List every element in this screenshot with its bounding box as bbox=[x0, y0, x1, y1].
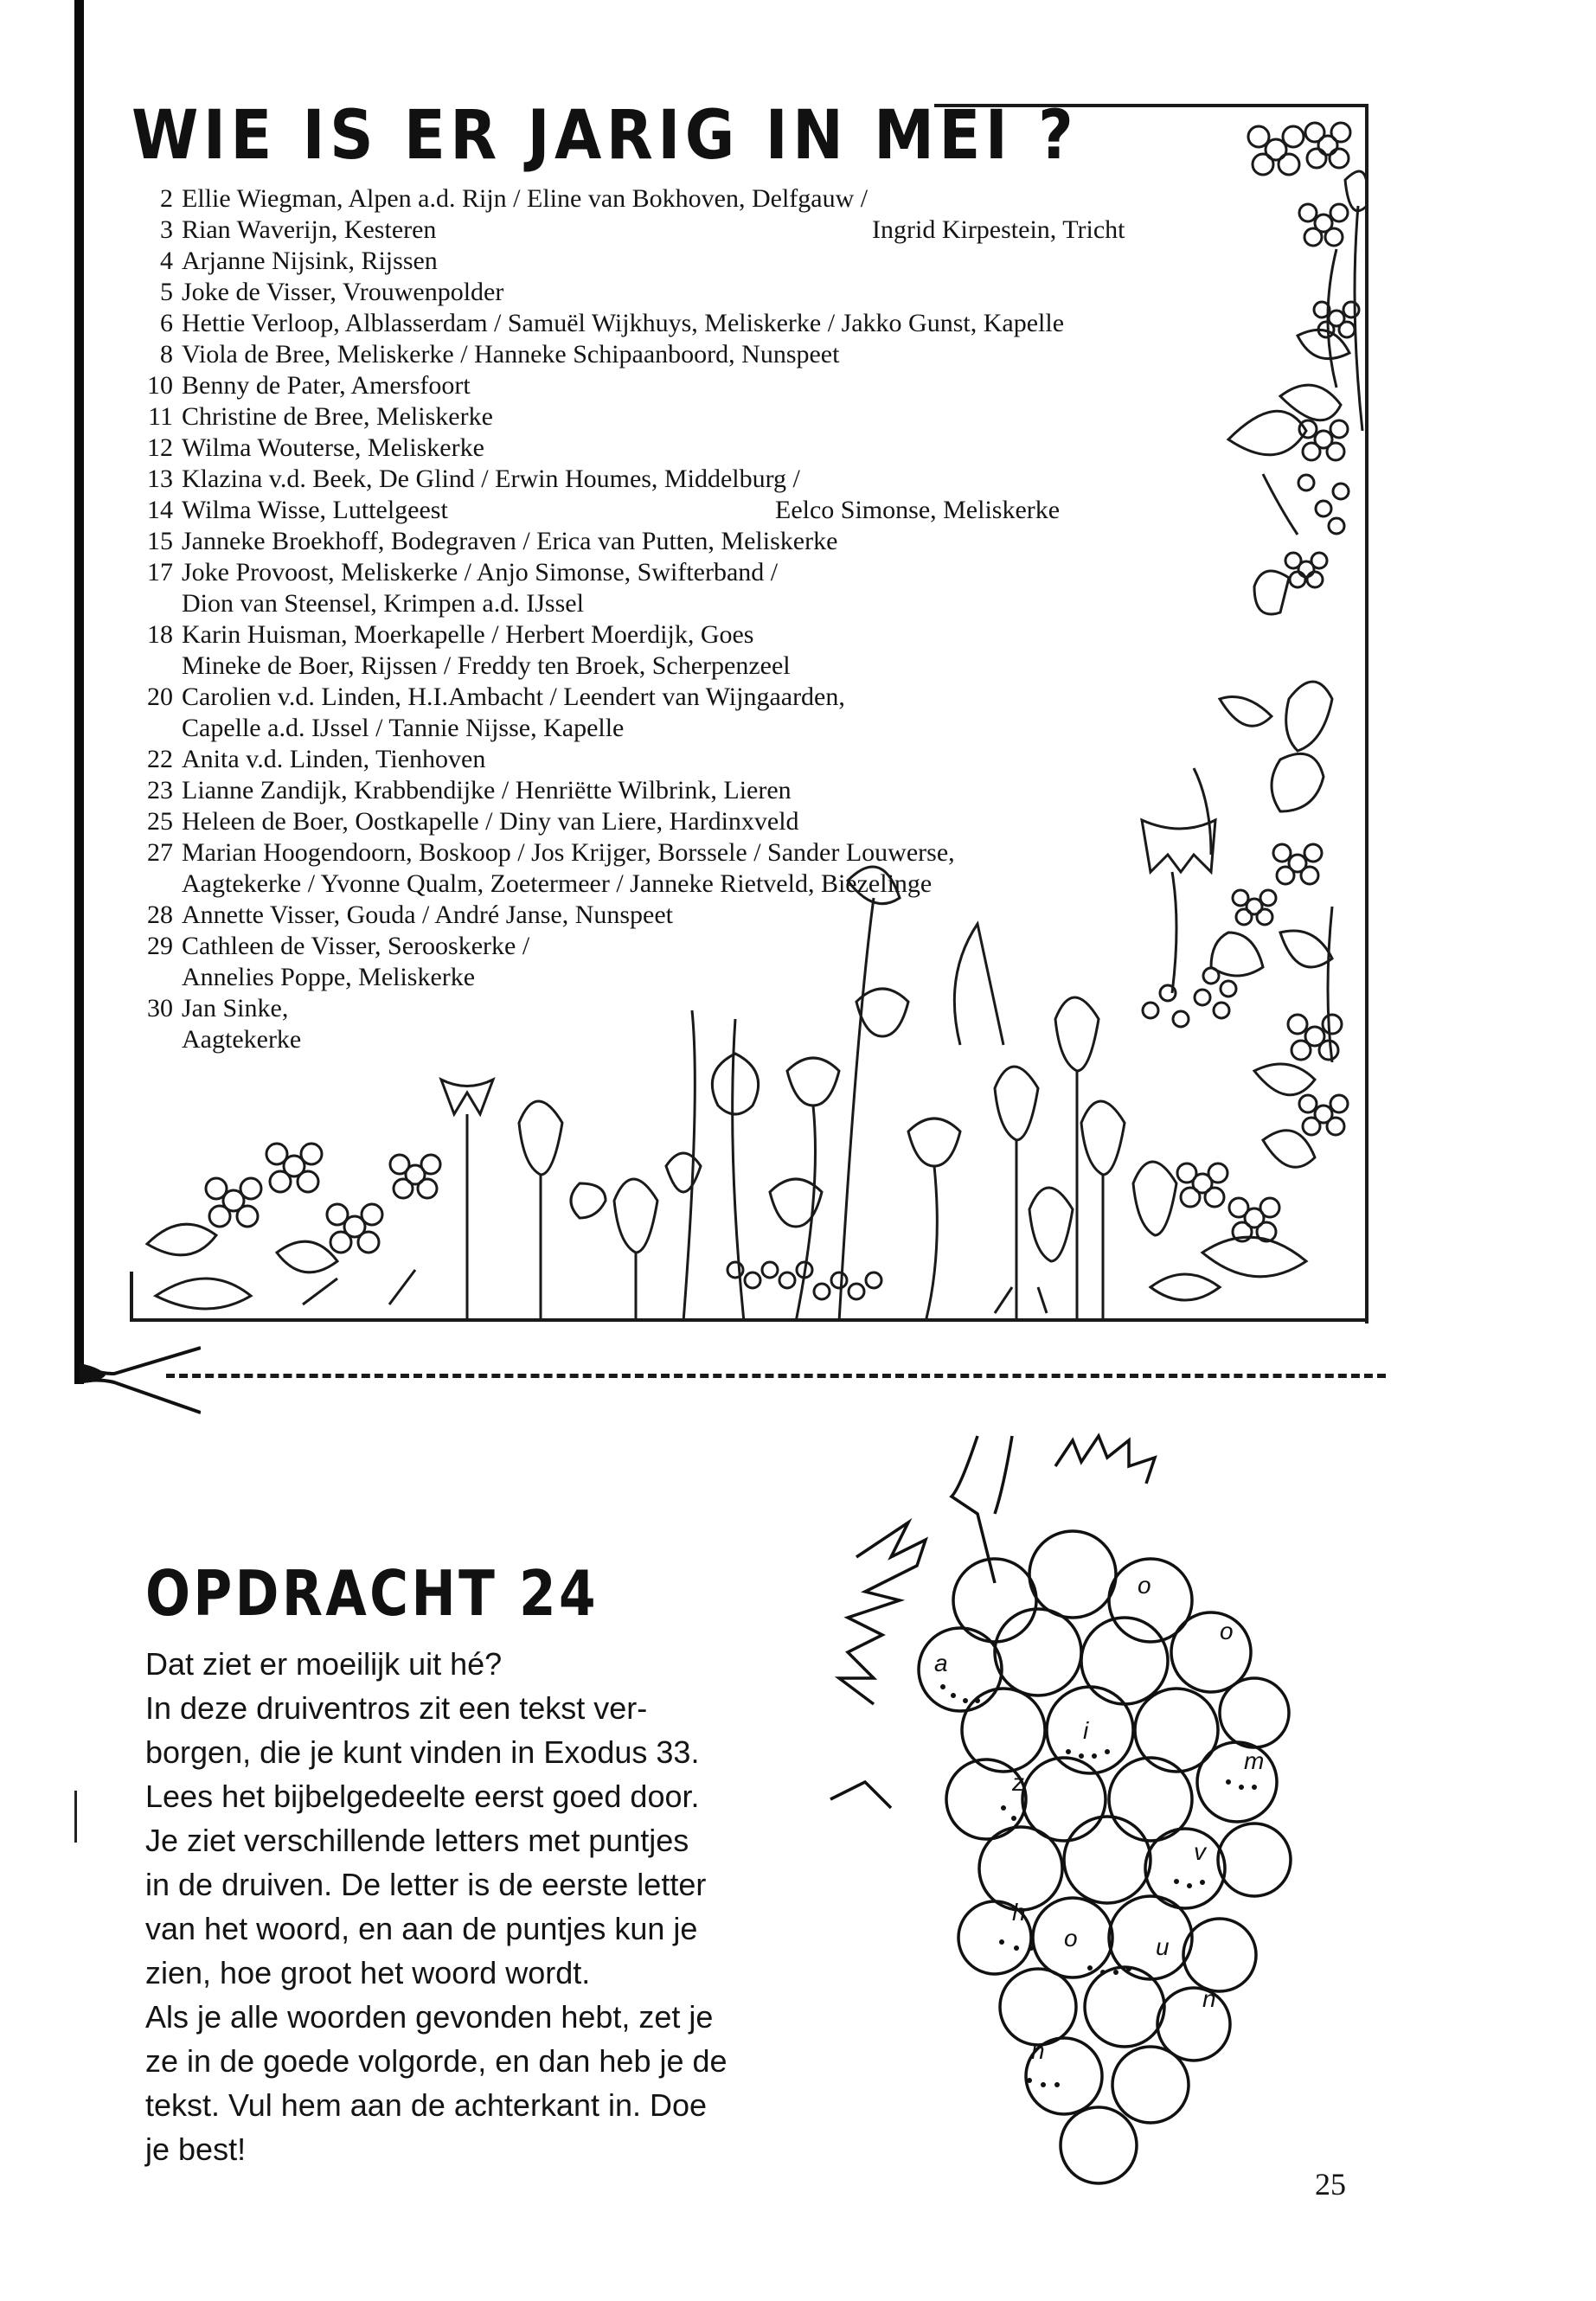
birthday-names: Christine de Bree, Meliskerke bbox=[182, 402, 493, 431]
birthday-names: Capelle a.d. IJssel / Tannie Nijsse, Kapelle bbox=[182, 714, 625, 742]
birthday-list bbox=[130, 183, 1237, 1055]
birthday-names: Aagtekerke bbox=[182, 1025, 302, 1054]
birthday-day: 30 bbox=[147, 994, 173, 1022]
birthday-names: Lianne Zandijk, Krabbendijke / Henriëtte Wilbrink, Lieren bbox=[182, 776, 792, 804]
birthday-day: 15 bbox=[147, 527, 173, 555]
birthday-day: 5 bbox=[160, 278, 173, 306]
birthday-names: Wilma Wisse, Luttelgeest bbox=[182, 496, 448, 524]
birthday-names-extra: Eelco Simonse, Meliskerke bbox=[775, 496, 1061, 524]
instruction-line: in de druiven. De letter is de eerste letter bbox=[145, 1867, 707, 1902]
grape-letter: a bbox=[934, 1650, 948, 1676]
birthday-day: 13 bbox=[147, 465, 173, 493]
birthday-names: Klazina v.d. Beek, De Glind / Erwin Houmes, Middelburg / bbox=[182, 465, 800, 493]
birthday-row bbox=[130, 775, 1237, 806]
grape-letter: m bbox=[1244, 1747, 1265, 1774]
instruction-line: je best! bbox=[145, 2131, 247, 2167]
page-number: 25 bbox=[1315, 2167, 1346, 2202]
birthday-row bbox=[130, 837, 1237, 868]
instruction-line: Lees het bijbelgedeelte eerst goed door. bbox=[145, 1779, 700, 1814]
birthday-names: Wilma Wouterse, Meliskerke bbox=[182, 433, 484, 462]
birthday-names: Rian Waverijn, Kesteren bbox=[182, 215, 437, 244]
puzzle-title: OPDRACHT 24 bbox=[145, 1557, 599, 1630]
birthday-day: 12 bbox=[147, 433, 173, 462]
birthday-day: 18 bbox=[147, 620, 173, 649]
birthday-names: Aagtekerke / Yvonne Qualm, Zoetermeer / Janneke Rietveld, Biezelinge bbox=[182, 869, 933, 898]
cut-line bbox=[166, 1374, 1386, 1378]
birthday-day: 14 bbox=[147, 496, 173, 524]
birthday-day: 6 bbox=[160, 309, 173, 337]
birthday-names: Jan Sinke, bbox=[182, 994, 289, 1022]
birthday-row bbox=[130, 339, 1237, 370]
birthday-day: 22 bbox=[147, 745, 173, 773]
birthday-row bbox=[130, 308, 1237, 339]
grape-letter: i bbox=[1083, 1717, 1089, 1744]
birthday-row bbox=[130, 931, 1237, 962]
birthday-day: 8 bbox=[160, 340, 173, 369]
instruction-line: Als je alle woorden gevonden hebt, zet je bbox=[145, 1999, 714, 2035]
birthday-names: Cathleen de Visser, Serooskerke / bbox=[182, 932, 530, 960]
birthday-row-continuation bbox=[130, 713, 1237, 744]
grape-letter: h bbox=[1012, 1899, 1026, 1926]
birthday-row bbox=[130, 433, 1237, 464]
grape-bunch-illustration bbox=[804, 1401, 1401, 2197]
birthday-row-continuation bbox=[130, 588, 1237, 619]
birthday-row bbox=[130, 401, 1237, 433]
instruction-line: tekst. Vul hem aan de achterkant in. Doe bbox=[145, 2087, 708, 2123]
birthday-names: Marian Hoogendoorn, Boskoop / Jos Krijger, Borssele / Sander Louwerse, bbox=[182, 838, 955, 867]
birthday-day: 25 bbox=[147, 807, 173, 836]
birthday-names: Hettie Verloop, Alblasserdam / Samuël Wijkhuys, Meliskerke / Jakko Gunst, Kapelle bbox=[182, 309, 1065, 337]
birthday-day: 20 bbox=[147, 683, 173, 711]
birthday-names-extra: Ingrid Kirpestein, Tricht bbox=[872, 215, 1125, 244]
birthday-row bbox=[130, 557, 1237, 588]
birthday-day: 28 bbox=[147, 901, 173, 929]
instruction-line: Je ziet verschillende letters met puntjes bbox=[145, 1823, 689, 1858]
grape-dots bbox=[940, 1684, 1257, 2087]
binding-strip bbox=[74, 0, 84, 1384]
birthday-day: 2 bbox=[160, 184, 173, 213]
birthday-row bbox=[130, 246, 1237, 277]
grape-letter: o bbox=[1138, 1572, 1151, 1599]
birthday-row bbox=[130, 464, 1237, 495]
birthday-day: 17 bbox=[147, 558, 173, 586]
birthday-title: WIE IS ER JARIG IN MEI ? bbox=[131, 97, 1079, 175]
birthday-day: 4 bbox=[160, 247, 173, 275]
instruction-line: van het woord, en aan de puntjes kun je bbox=[145, 1911, 698, 1946]
grape-letter: u bbox=[1156, 1933, 1170, 1960]
instruction-line: borgen, die je kunt vinden in Exodus 33. bbox=[145, 1734, 700, 1770]
birthday-day: 29 bbox=[147, 932, 173, 960]
birthday-names: Annelies Poppe, Meliskerke bbox=[182, 963, 476, 991]
birthday-names: Annette Visser, Gouda / André Janse, Nunspeet bbox=[182, 901, 673, 929]
birthday-names: Joke de Visser, Vrouwenpolder bbox=[182, 278, 504, 306]
grape-letter: z bbox=[1012, 1769, 1024, 1796]
binding-mark bbox=[74, 1791, 77, 1843]
instruction-line: ze in de goede volgorde, en dan heb je de bbox=[145, 2043, 727, 2079]
birthday-row bbox=[130, 619, 1237, 651]
birthday-names: Mineke de Boer, Rijssen / Freddy ten Broek, Scherpenzeel bbox=[182, 651, 791, 680]
birthday-row bbox=[130, 900, 1237, 931]
grape-berries bbox=[919, 1531, 1291, 2183]
birthday-row bbox=[130, 993, 1237, 1024]
instruction-line: In deze druiventros zit een tekst ver- bbox=[145, 1690, 648, 1726]
corner-flower-icon bbox=[1248, 123, 1368, 211]
birthday-day: 27 bbox=[147, 838, 173, 867]
grape-letter: v bbox=[1194, 1838, 1206, 1865]
birthday-row bbox=[130, 277, 1237, 308]
birthday-names: Joke Provoost, Meliskerke / Anjo Simonse, Swifterband / bbox=[182, 558, 779, 586]
birthday-row-continuation bbox=[130, 651, 1237, 682]
birthday-row-continuation bbox=[130, 962, 1237, 993]
birthday-names: Dion van Steensel, Krimpen a.d. IJssel bbox=[182, 589, 584, 618]
birthday-names: Benny de Pater, Amersfoort bbox=[182, 371, 471, 400]
birthday-names: Viola de Bree, Meliskerke / Hanneke Schipaanboord, Nunspeet bbox=[182, 340, 840, 369]
grape-letter: o bbox=[1064, 1925, 1078, 1952]
birthday-names: Arjanne Nijsink, Rijssen bbox=[182, 247, 438, 275]
grape-letter: o bbox=[1220, 1618, 1234, 1644]
birthday-names: Karin Huisman, Moerkapelle / Herbert Moerdijk, Goes bbox=[182, 620, 754, 649]
grape-letter: n bbox=[1202, 1985, 1216, 2012]
birthday-day: 23 bbox=[147, 776, 173, 804]
birthday-row-continuation bbox=[130, 868, 1237, 900]
scissors-icon bbox=[80, 1339, 201, 1417]
birthday-row bbox=[130, 744, 1237, 775]
grape-letter: n bbox=[1031, 2037, 1045, 2064]
birthday-names: Carolien v.d. Linden, H.I.Ambacht / Leendert van Wijngaarden, bbox=[182, 683, 845, 711]
instruction-line: zien, hoe groot het woord wordt. bbox=[145, 1955, 591, 1990]
instruction-line: Dat ziet er moeilijk uit hé? bbox=[145, 1646, 503, 1682]
birthday-day: 3 bbox=[160, 215, 173, 244]
birthday-names: Janneke Broekhoff, Bodegraven / Erica van Putten, Meliskerke bbox=[182, 527, 838, 555]
birthday-row bbox=[130, 215, 1237, 246]
birthday-day: 11 bbox=[148, 402, 173, 431]
birthday-names: Anita v.d. Linden, Tienhoven bbox=[182, 745, 486, 773]
birthday-row-continuation bbox=[130, 1024, 1237, 1055]
birthday-row bbox=[130, 495, 1237, 526]
birthday-row bbox=[130, 370, 1237, 401]
birthday-row bbox=[130, 183, 1237, 215]
puzzle-instructions bbox=[145, 1642, 768, 2171]
birthday-names: Ellie Wiegman, Alpen a.d. Rijn / Eline van Bokhoven, Delfgauw / bbox=[182, 184, 869, 213]
birthday-row bbox=[130, 806, 1237, 837]
birthday-day: 10 bbox=[147, 371, 173, 400]
birthday-row bbox=[130, 682, 1237, 713]
birthday-names: Heleen de Boer, Oostkapelle / Diny van Liere, Hardinxveld bbox=[182, 807, 799, 836]
birthday-row bbox=[130, 526, 1237, 557]
